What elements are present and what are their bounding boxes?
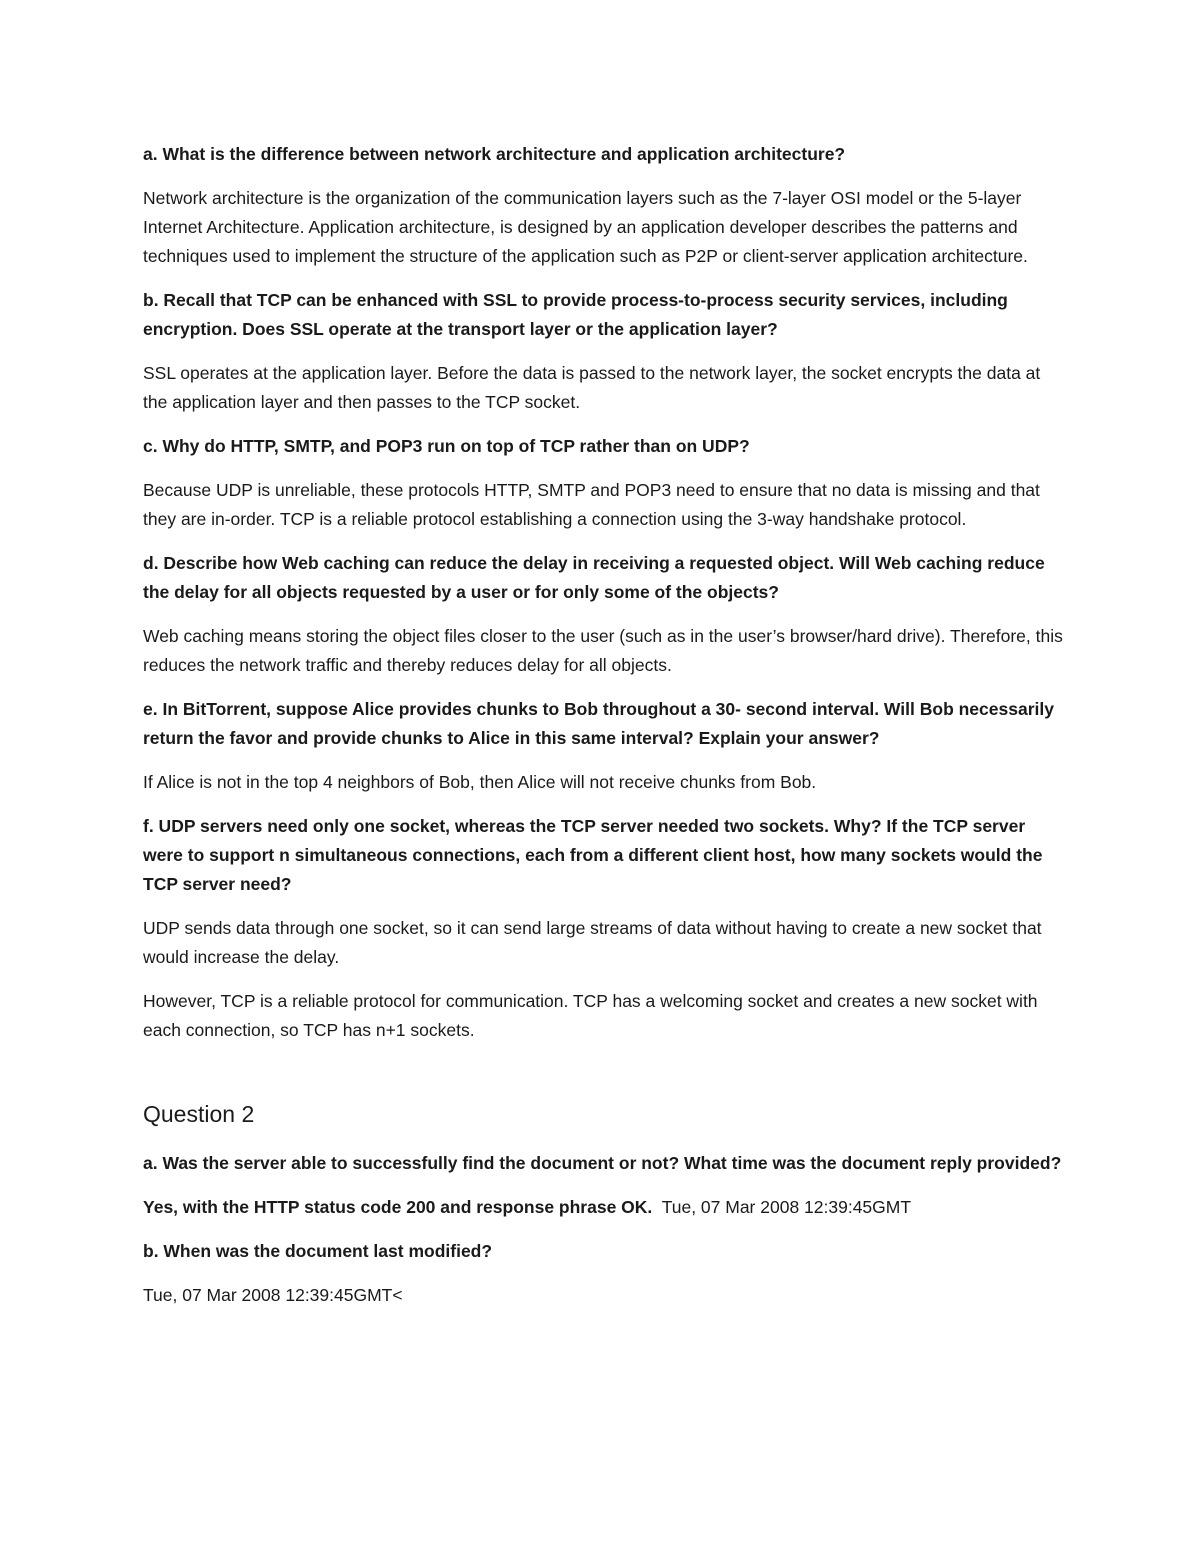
- answer-1f-part-2: However, TCP is a reliable protocol for communication. TCP has a welcoming socket and creates a new socket with each connection, so TCP has n+1 sockets.: [143, 991, 1038, 1040]
- answer-1f-part-1: UDP sends data through one socket, so it can send large streams of data without having to create a new socket that would increase the delay.: [143, 918, 1042, 967]
- answer-2b: Tue, 07 Mar 2008 12:39:45GMT<: [143, 1285, 403, 1305]
- document-body: [143, 140, 1063, 1325]
- question-2-heading: Question 2: [143, 1101, 255, 1127]
- answer-2a: [143, 1193, 1063, 1222]
- question-2b: b. When was the document last modified?: [143, 1241, 493, 1261]
- answer-1e: If Alice is not in the top 4 neighbors of Bob, then Alice will not receive chunks from Bob.: [143, 772, 817, 792]
- question-1a: a. What is the difference between network architecture and application architecture?: [143, 144, 846, 164]
- question-2a: a. Was the server able to successfully find the document or not? What time was the document reply provided?: [143, 1153, 1062, 1173]
- question-1d: d. Describe how Web caching can reduce the delay in receiving a requested object. Will Web caching reduce the delay for all objects requested by a user or for only some of the objects?: [143, 553, 1045, 602]
- question-1c: c. Why do HTTP, SMTP, and POP3 run on top of TCP rather than on UDP?: [143, 436, 750, 456]
- answer-1b: SSL operates at the application layer. Before the data is passed to the network layer, the socket encrypts the data at the application layer and then passes to the TCP socket.: [143, 363, 1041, 412]
- answer-1d: Web caching means storing the object files closer to the user (such as in the user’s browser/hard drive). Therefore, this reduces the network traffic and thereby reduces delay for all objects.: [143, 626, 1063, 675]
- answer-2a-bold: Yes, with the HTTP status code 200 and response phrase OK.: [143, 1197, 653, 1217]
- answer-1c: Because UDP is unreliable, these protocols HTTP, SMTP and POP3 need to ensure that no data is missing and that they are in-order. TCP is a reliable protocol establishing a connection using the 3-way handshake protocol.: [143, 480, 1040, 529]
- answer-1a: Network architecture is the organization of the communication layers such as the 7-layer OSI model or the 5-layer Internet Architecture. Application architecture, is designed by an application developer describes the patterns and techniques used to implement the structure of the application such as P2P or client-server application architecture.: [143, 188, 1028, 266]
- question-1e: e. In BitTorrent, suppose Alice provides chunks to Bob throughout a 30- second interval. Will Bob necessarily return the favor and provide chunks to Alice in this same interval? Explain your answer?: [143, 699, 1054, 748]
- answer-2a-date: Tue, 07 Mar 2008 12:39:45GMT: [652, 1197, 912, 1217]
- question-1b: b. Recall that TCP can be enhanced with SSL to provide process-to-process security services, including encryption. Does SSL operate at the transport layer or the application layer?: [143, 290, 1008, 339]
- question-1f: f. UDP servers need only one socket, whereas the TCP server needed two sockets. Why? If the TCP server were to support n simultaneous connections, each from a different client host, how many sockets would the TCP server need?: [143, 816, 1043, 894]
